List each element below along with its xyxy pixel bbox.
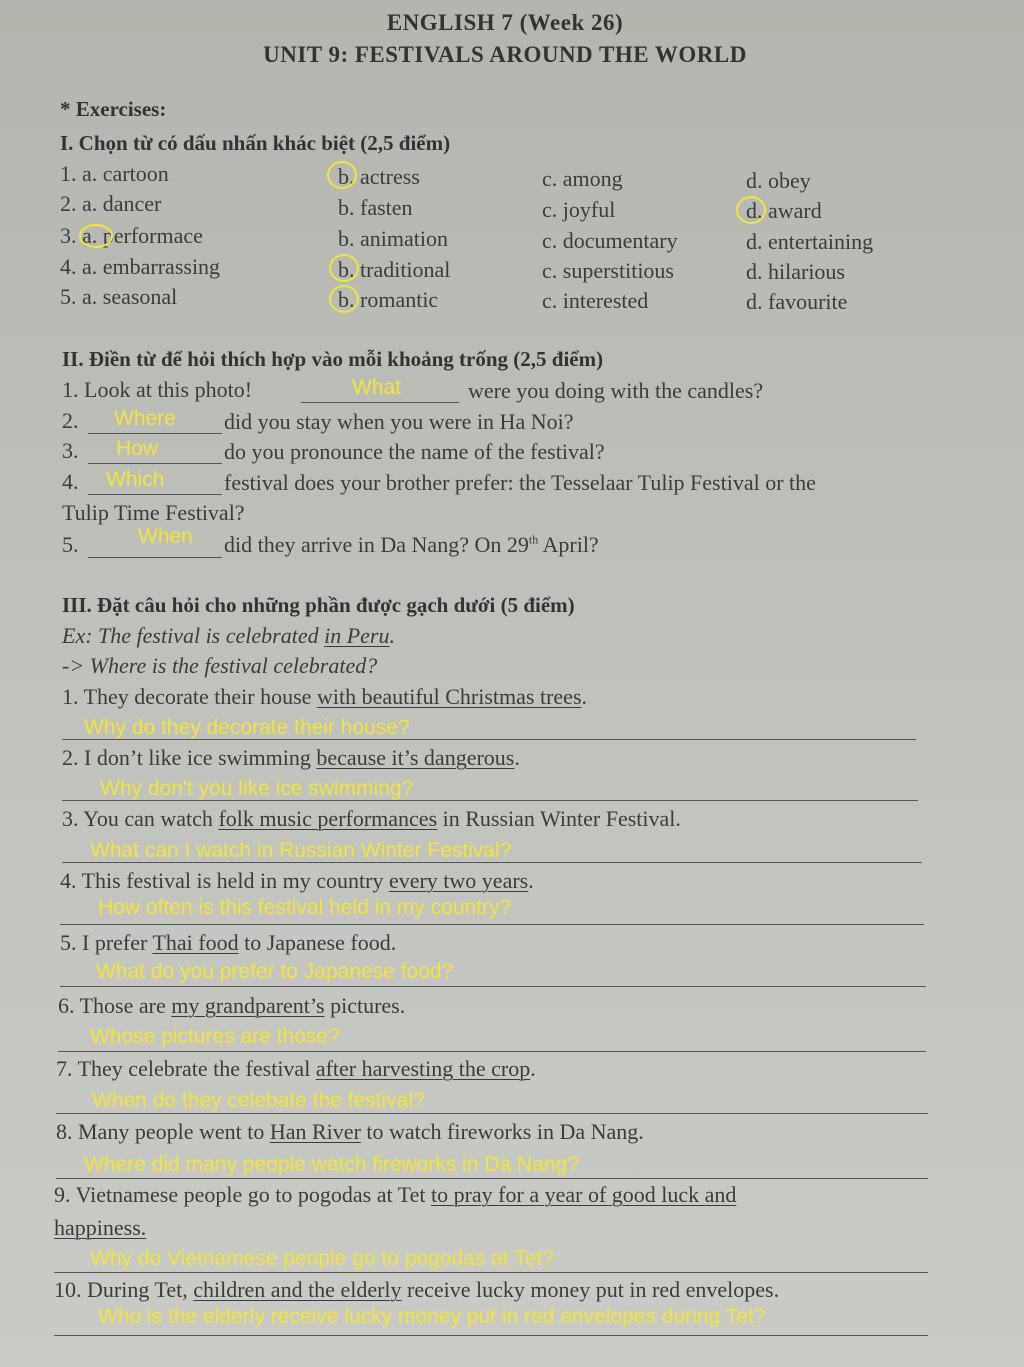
s3-item4-question bbox=[60, 868, 534, 894]
s3-item2-pre: 2. I don’t like ice swimming bbox=[62, 745, 317, 770]
s3-item8-pre: 8. Many people went to bbox=[56, 1119, 270, 1144]
s3-item2-post: . bbox=[514, 745, 520, 770]
s3-item1-post: . bbox=[581, 684, 588, 709]
s2-item4-num: 4. bbox=[62, 469, 79, 494]
s3-item5-answer: What do you prefer to Japanese food? bbox=[96, 960, 454, 983]
s1-row4-d: d. hilarious bbox=[746, 259, 845, 284]
exercises-label: * Exercises: bbox=[60, 97, 167, 121]
s1-row3-a: 3. a. performace bbox=[60, 223, 203, 248]
s3-item2-answer-line bbox=[62, 800, 918, 801]
s3-item2-underlined: because it’s dangerous bbox=[316, 745, 515, 770]
s3-item1-answer-line bbox=[62, 739, 916, 740]
section-1-heading: I. Chọn từ có dấu nhấn khác biệt (2,5 điểm) bbox=[60, 131, 451, 155]
s3-item7-underlined: after harvesting the crop bbox=[315, 1056, 531, 1081]
s3-example-post: . bbox=[389, 623, 395, 648]
answer-circle-3a bbox=[79, 224, 113, 248]
s3-item7-pre: 7. They celebrate the festival bbox=[56, 1056, 316, 1081]
s2-item2-answer: Where bbox=[114, 407, 176, 430]
s3-item6-underlined: my grandparent’s bbox=[171, 993, 325, 1018]
s2-item5-blank bbox=[88, 557, 222, 558]
s3-item9-answer-line bbox=[54, 1272, 928, 1273]
s3-example-answer: -> Where is the festival celebrated? bbox=[62, 653, 378, 678]
s3-item10-underlined: children and the elderly bbox=[193, 1277, 402, 1302]
s1-row5-a: 5. a. seasonal bbox=[60, 284, 178, 309]
s1-row3-b: b. animation bbox=[338, 226, 448, 251]
s3-item8-underlined: Han River bbox=[269, 1119, 361, 1144]
s3-item3-underlined: folk music performances bbox=[218, 806, 438, 831]
s3-item3-answer-line bbox=[62, 862, 922, 863]
s3-item5-underlined: Thai food bbox=[152, 930, 239, 955]
s3-item5-pre: 5. I prefer bbox=[60, 930, 153, 955]
s3-item3-pre: 3. You can watch bbox=[62, 806, 219, 831]
s1-row4-b: b. traditional bbox=[338, 257, 451, 282]
s3-item8-post: to watch fireworks in Da Nang. bbox=[360, 1119, 644, 1144]
s2-item3-text: do you pronounce the name of the festival? bbox=[224, 439, 605, 464]
s2-item3-blank bbox=[88, 463, 222, 464]
s3-item3-question bbox=[62, 806, 681, 832]
s1-row5-d: d. favourite bbox=[746, 289, 848, 314]
s3-item2-answer: Why don't you like ice swimming? bbox=[100, 777, 414, 800]
s3-item3-post: in Russian Winter Festival. bbox=[437, 806, 681, 831]
s3-item3-answer: What can I watch in Russian Winter Festival? bbox=[90, 839, 512, 862]
s3-item4-answer-line bbox=[60, 924, 924, 925]
s3-item9-question-cont bbox=[54, 1215, 146, 1241]
s2-item1-num: 1. Look at this photo! bbox=[62, 377, 253, 402]
s2-item5-text bbox=[224, 532, 599, 558]
s1-row2-b: b. fasten bbox=[338, 195, 413, 220]
s3-item1-pre: 1. They decorate their house bbox=[62, 684, 317, 709]
s3-item9-question bbox=[54, 1182, 736, 1208]
s2-item2-num: 2. bbox=[62, 408, 79, 433]
s2-item1-text: were you doing with the candles? bbox=[468, 378, 764, 403]
s2-item5-answer: When bbox=[138, 525, 193, 548]
s3-item6-answer-line bbox=[58, 1051, 926, 1052]
s1-row5-b: b. romantic bbox=[338, 287, 439, 312]
s3-item9-answer: Why do Vietnamese people go to pogodas at Tet? bbox=[90, 1247, 554, 1270]
answer-circle-2d bbox=[736, 196, 766, 224]
s3-item7-answer-line bbox=[56, 1113, 928, 1114]
s1-row2-c: c. joyful bbox=[542, 197, 616, 222]
s3-item6-post: pictures. bbox=[324, 993, 406, 1018]
s1-row2-a: 2. a. dancer bbox=[60, 191, 162, 216]
s1-row1-b: b. actress bbox=[338, 164, 420, 189]
s3-item7-post: . bbox=[530, 1056, 536, 1081]
s1-row2-d: d. award bbox=[746, 198, 822, 223]
s3-item6-pre: 6. Those are bbox=[58, 993, 172, 1018]
section-2-heading: II. Điền từ để hỏi thích hợp vào mỗi khoảng trống (2,5 điểm) bbox=[62, 347, 604, 371]
s3-item9-pre: 9. Vietnamese people go to pogodas at Tet bbox=[54, 1182, 431, 1207]
s3-example-underlined: in Peru bbox=[324, 623, 390, 648]
s3-item2-question bbox=[62, 745, 520, 771]
s3-item7-answer: When do they celebate the festival? bbox=[92, 1089, 425, 1112]
s1-row3-c: c. documentary bbox=[542, 228, 678, 253]
s3-item5-question bbox=[60, 930, 396, 956]
s2-item4-text: festival does your brother prefer: the Tesselaar Tulip Festival or the bbox=[224, 470, 816, 495]
s2-item1-answer: What bbox=[352, 376, 402, 399]
s2-item4-blank bbox=[88, 494, 222, 495]
s3-item10-post: receive lucky money put in red envelopes. bbox=[401, 1277, 780, 1302]
s3-item10-pre: 10. During Tet, bbox=[54, 1277, 194, 1302]
answer-circle-1b bbox=[327, 161, 357, 189]
s3-example bbox=[62, 623, 395, 649]
s3-item9-underlined-cont: happiness. bbox=[54, 1215, 147, 1240]
s2-item5-sup: th bbox=[528, 532, 539, 547]
s3-item8-answer-line bbox=[56, 1178, 928, 1179]
s2-item2-blank bbox=[88, 433, 222, 434]
s3-item4-underlined: every two years bbox=[388, 868, 529, 893]
s3-item6-question bbox=[58, 993, 405, 1019]
s2-item4-answer: Which bbox=[106, 468, 165, 491]
answer-circle-5b bbox=[329, 285, 359, 313]
s2-item3-num: 3. bbox=[62, 438, 79, 463]
s1-row1-a: 1. a. cartoon bbox=[60, 161, 169, 186]
s3-item5-answer-line bbox=[60, 986, 926, 987]
s3-item7-question bbox=[56, 1056, 536, 1082]
s1-row4-c: c. superstitious bbox=[542, 258, 674, 283]
s3-item10-question bbox=[54, 1277, 779, 1303]
s3-item4-pre: 4. This festival is held in my country bbox=[60, 868, 389, 893]
s2-item2-text: did you stay when you were in Ha Noi? bbox=[224, 409, 574, 434]
worksheet-title: ENGLISH 7 (Week 26) bbox=[386, 10, 624, 35]
answer-circle-4b bbox=[329, 254, 359, 282]
s1-row1-c: c. among bbox=[542, 166, 623, 191]
section-3-heading: III. Đặt câu hỏi cho những phần được gạch dưới (5 điểm) bbox=[62, 593, 575, 617]
s1-row5-c: c. interested bbox=[542, 288, 649, 313]
s3-item6-answer: Whose pictures are those? bbox=[90, 1025, 340, 1048]
s3-item4-answer: How often is this festival held in my country? bbox=[98, 896, 512, 919]
s3-example-pre: Ex: The festival is celebrated bbox=[62, 623, 325, 648]
s2-item4-text-cont: Tulip Time Festival? bbox=[62, 500, 245, 525]
s2-item1-blank bbox=[301, 402, 459, 403]
s3-item5-post: to Japanese food. bbox=[238, 930, 397, 955]
s2-item5-text-end: April? bbox=[538, 532, 599, 557]
s2-item5-num: 5. bbox=[62, 532, 79, 557]
s2-item3-answer: How bbox=[116, 437, 159, 460]
s3-item1-answer: Why do they decorate their house? bbox=[84, 716, 410, 739]
s1-row1-d: d. obey bbox=[746, 168, 811, 193]
s3-item8-answer: Where did many people watch fireworks in Da Nang? bbox=[84, 1153, 579, 1176]
s3-item9-underlined: to pray for a year of good luck and bbox=[430, 1182, 737, 1207]
s3-item1-question bbox=[62, 684, 587, 710]
s3-item1-underlined: with beautiful Christmas trees bbox=[316, 684, 582, 709]
s2-item5-text-main: did they arrive in Da Nang? On 29 bbox=[224, 532, 529, 557]
unit-title: UNIT 9: FESTIVALS AROUND THE WORLD bbox=[263, 42, 747, 67]
s3-item8-question bbox=[56, 1119, 644, 1145]
s1-row4-a: 4. a. embarrassing bbox=[60, 254, 221, 279]
s3-item10-answer-line bbox=[54, 1335, 928, 1336]
s1-row3-d: d. entertaining bbox=[746, 229, 874, 254]
s3-item10-answer: Who is the elderly receive lucky money put in red envelopes during Tet? bbox=[98, 1305, 766, 1328]
s3-item4-post: . bbox=[528, 868, 534, 893]
